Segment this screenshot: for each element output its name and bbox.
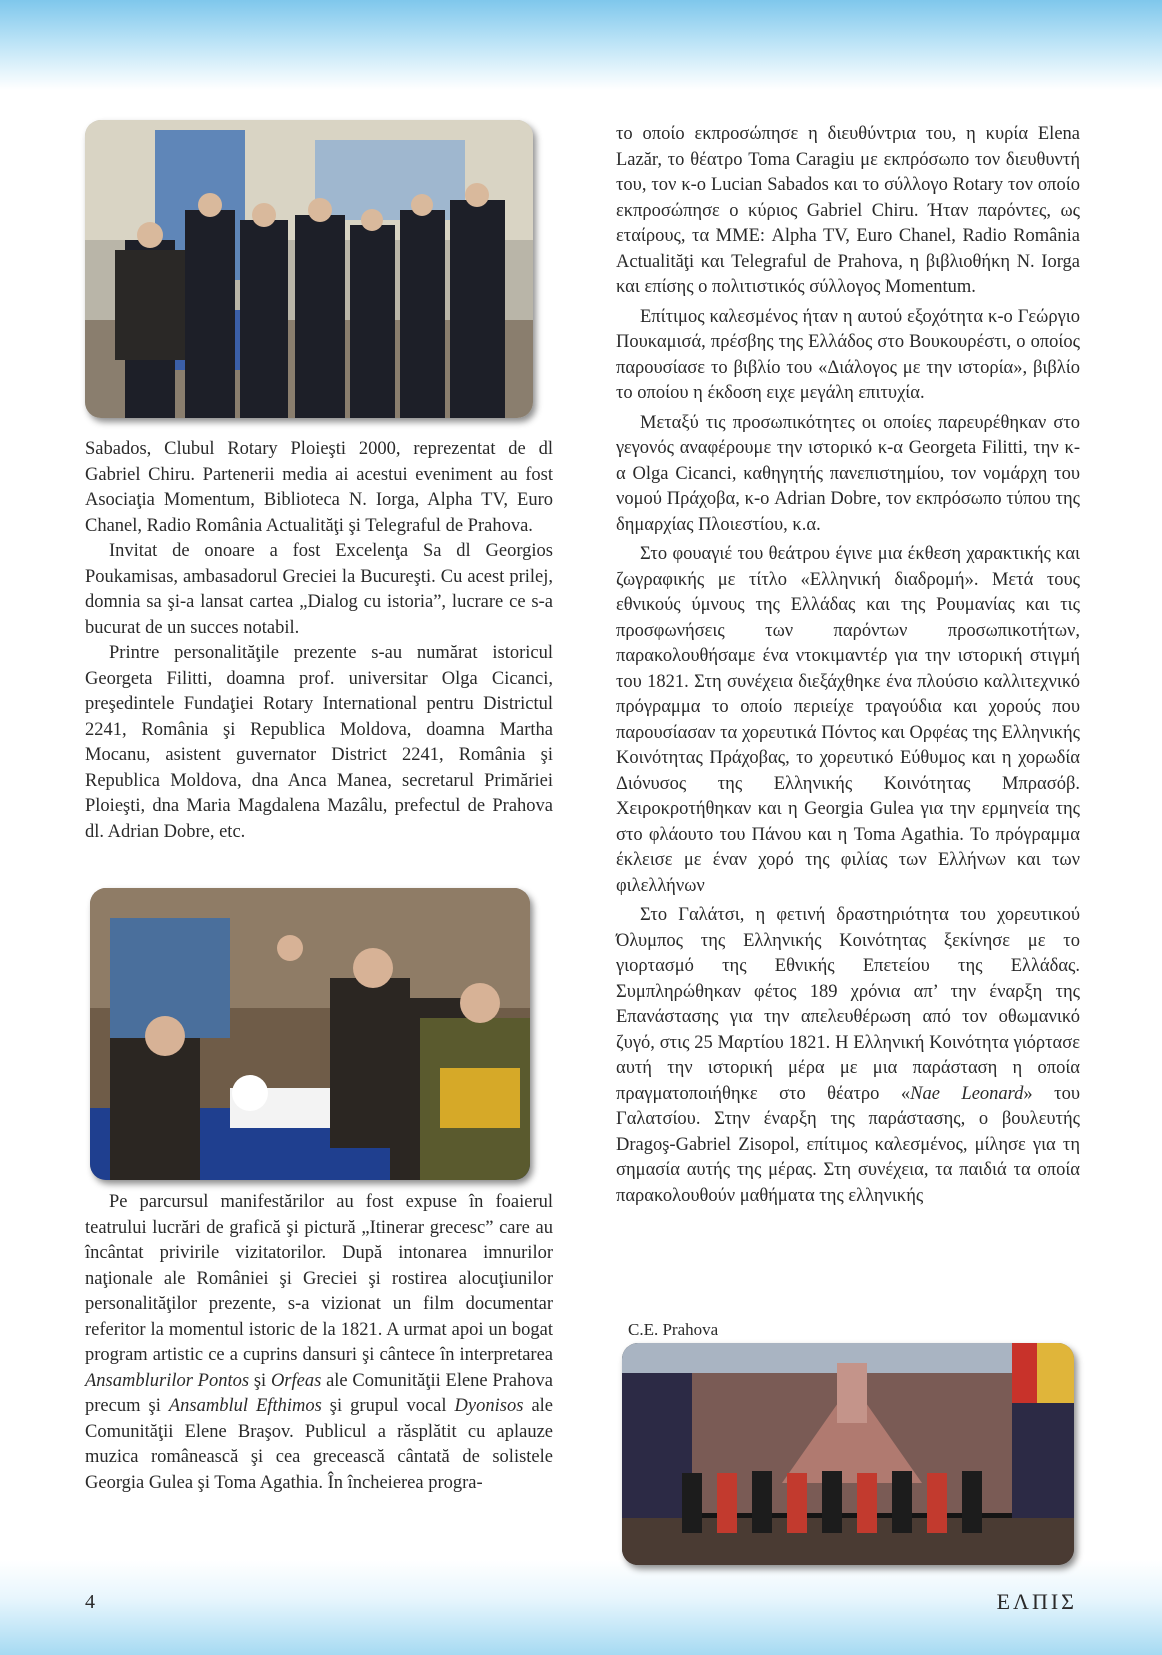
paragraph: Sabados, Clubul Rotary Ploieşti 2000, reprezentat de dl Gabriel Chiru. Partenerii media ai acestui eveniment au fost Asociaţia Momentum, Biblioteca N. Iorga, Alpha TV, Euro Chanel, Radio România Actualităţi şi Telegraful de Prahova. — [85, 439, 553, 536]
photo-guests-standing — [85, 120, 533, 418]
header-band — [0, 0, 1162, 90]
left-column-bottom — [85, 1190, 553, 1496]
footer-band — [0, 1560, 1162, 1655]
paragraph: Στο φουαγιέ του θεάτρου έγινε μια έκθεση χαρακτικής και ζωγραφικής με τίτλο «Ελληνική διαδρομή». Μετά τους εθνικούς ύμνους της Ελλάδας και της Ρουμανίας και τις προσφωνήσεις των παρόντων προσωπικοτήτων, παρακολουθήσαμε ένα ντοκιμαντέρ για την ιστορική στιγμή του 1821. Στη συνέχεια διεξάχθηκε ένα πλούσιο καλλιτεχνικό πρόγραμμα το οποίο περιείχε τραγούδια και χορούς που παρουσίασαν τα χορευτικά Πόντος και Ορφέας της Ελληνικής Κοινότητας Πράχοβας, το χορευτικό Εύθυμος και η χορωδία Διόνυσος της Ελληνικής Κοινότητας Μπρασόβ. Χειροκροτήθηκαν και η Georgia Gulea για την ερμηνεία της στο φλάουτο του Πάνου και η Toma Agathia. Το πρόγραμμα έκλεισε με έναν χορό της φιλίας των Ελλήνων και των φιλελλήνων — [616, 544, 1080, 896]
page-number: 4 — [85, 1591, 95, 1613]
paragraph: Μεταξύ τις προσωπικότητες οι οποίες παρευρέθηκαν στο γεγονός αναφέρουμε την ιστορικό κ-α Georgeta Filitti, την κ-α Olga Cicanci, καθηγητής πανεπιστημίου, τον νομάρχη του νομού Πράχοβα, κ-ο Adrian Dobre, τον εκπρόσωπο τύπου της δημαρχίας Πλοιεστίου, κ.α. — [616, 412, 1080, 535]
magazine-title: ΕΛΠΙΣ — [996, 1589, 1077, 1614]
left-column-top — [85, 437, 553, 845]
paragraph: Στο Γαλάτσι, η φετινή δραστηριότητα του χορευτικού Όλυμπος της Ελληνικής Κοινότητας ξεκίνησε με το γιορτασμό της Εθνικής Επετείου της Ελλάδας. Συμπληρώθηκαν φέτος 189 χρόνια απ’ την έναρξη της Επανάστασης για την απελευθέρωση από τον οθωμανικό ζυγό, στις 25 Μαρτίου 1821. Η Ελληνική Κοινότητα γιόρτασε αυτή την ιστορική μέρα με μια παράσταση η οποία πραγματοποιήθηκε στο θέατρο «Nae Leonard» του Γαλατσίου. Στην έναρξη της παράστασης, ο βουλευτής Dragoş-Gabriel Zisopol, επίτιμος καλεσμένος, μίλησε για τη σημασία αυτής της μέρας. Στη συνέχεια, τα παιδιά τα οποία παρακολουθούν μαθήματα της ελληνικής — [616, 905, 1080, 1206]
photo-book-signing — [90, 888, 530, 1180]
paragraph: Printre personalităţile prezente s-au numărat istoricul Georgeta Filitti, doamna prof. universitar Olga Cicanci, preşedintele Fundaţiei Rotary International pentru Districtul 2241, România şi Republica Moldova, doamna Martha Mocanu, asistent guvernator District 2241, România şi Republica Moldova, dna Anca Manea, secretarul Primăriei Ploieşti, dna Maria Magdalena Mazâlu, prefectul de Prahova dl. Adrian Dobre, etc. — [85, 643, 553, 842]
paragraph: Invitat de onoare a fost Excelenţa Sa dl Georgios Poukamisas, ambasadorul Greciei la Bucureşti. Cu acest prilej, domnia sa şi-a lansat cartea „Dialog cu istoria”, lucrare ce s-a bucurat de un succes notabil. — [85, 541, 553, 638]
photo-caption: C.E. Prahova — [628, 1320, 719, 1339]
paragraph: Pe parcursul manifestărilor au fost expuse în foaierul teatrului lucrări de grafică şi pictură „Itinerar grecesc” care au încântat privirile vizitatorilor. După intonarea imnurilor naţionale ale României şi Greciei şi rostirea alocuţiunilor personalităţilor prezente, s-a vizionat un film documentar referitor la momentul istoric de la 1821. A urmat apoi un bogat program artistic ce a cuprins dansuri şi cântece în interpretarea Ansamblurilor Pontos şi Orfeas ale Comunităţii Elene Prahova precum şi Ansamblul Efthimos şi grupul vocal Dyonisos ale Comunităţii Elene Braşov. Publicul a răsplătit cu aplauze muzica românească şi cea grecească cântată de solistele Georgia Gulea şi Toma Agathia. În încheierea progra- — [85, 1192, 554, 1493]
paragraph: το οποίο εκπροσώπησε η διευθύντρια του, η κυρία Elena Lazăr, το θέατρο Toma Caragiu με εκπρόσωπο τον διευθυντή του, τον κ-ο Lucian Sabados και το σύλλογο Rotary τον οποίο εκπροσώπησε ο κύριος Gabriel Chiru. Ήταν παρόντες, ως εταίρους, τα ΜΜΕ: Alpha TV, Euro Chanel, Radio România Actualităţi και Telegraful de Prahova, η βιβλιοθήκη N. Iorga και επίσης ο πολιτιστικός σύλλογος Momentum. — [616, 124, 1080, 297]
photo-folk-dance — [622, 1343, 1074, 1565]
right-column — [616, 122, 1080, 1209]
paragraph: Επίτιμος καλεσμένος ήταν η αυτού εξοχότητα κ-ο Γεώργιο Πουκαμισά, πρέσβης της Ελλάδος στο Βουκουρέστι, ο οποίος παρουσίασε το βιβλίο του «Διάλογος με την ιστορία», βιβλίο το οποίου η έκδοση ειχε μεγάλη επιτυχία. — [616, 306, 1080, 403]
